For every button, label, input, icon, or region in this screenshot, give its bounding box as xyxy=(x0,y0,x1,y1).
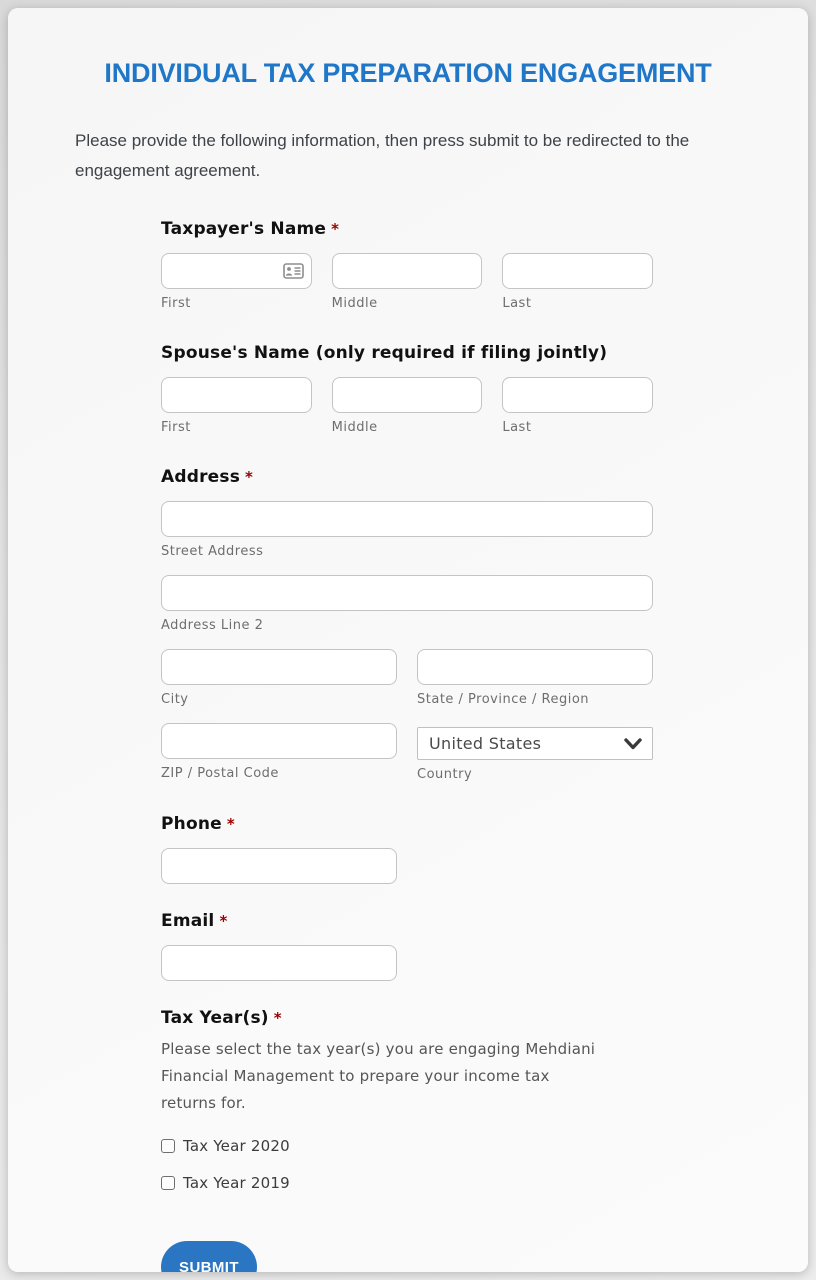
address-group xyxy=(161,467,653,782)
address-label-text: Address xyxy=(161,467,241,487)
tax-years-label-text: Tax Year(s) xyxy=(161,1008,269,1028)
required-asterisk: * xyxy=(273,1009,282,1027)
country-selected-value: United States xyxy=(429,734,542,753)
taxpayer-last-sublabel: Last xyxy=(502,296,532,311)
taxpayer-name-label xyxy=(161,219,653,239)
tax-year-2019-row xyxy=(161,1174,653,1192)
city-sublabel: City xyxy=(161,692,189,707)
phone-group xyxy=(161,814,653,884)
zip-sublabel: ZIP / Postal Code xyxy=(161,766,279,781)
email-group xyxy=(161,911,653,981)
phone-label-text: Phone xyxy=(161,814,222,834)
address-line2-input[interactable] xyxy=(161,575,653,611)
tax-years-description: Please select the tax year(s) you are engaging Mehdiani Financial Management to prepare your income tax returns for. xyxy=(161,1040,596,1112)
email-label-text: Email xyxy=(161,911,215,931)
spouse-name-group xyxy=(161,343,653,435)
page-title: INDIVIDUAL TAX PREPARATION ENGAGEMENT xyxy=(104,58,712,88)
tax-engagement-form xyxy=(161,219,653,1272)
required-asterisk: * xyxy=(226,815,235,833)
taxpayer-middle-name-input[interactable] xyxy=(332,253,483,289)
spouse-first-sublabel: First xyxy=(161,420,191,435)
country-sublabel: Country xyxy=(417,767,473,782)
contact-card-icon[interactable] xyxy=(283,263,304,279)
email-label xyxy=(161,911,653,931)
country-select[interactable] xyxy=(417,727,653,760)
address-label xyxy=(161,467,653,487)
taxpayer-name-label-text: Taxpayer's Name xyxy=(161,219,327,239)
email-input[interactable] xyxy=(161,945,397,981)
phone-input[interactable] xyxy=(161,848,397,884)
state-input[interactable] xyxy=(417,649,653,685)
city-input[interactable] xyxy=(161,649,397,685)
spouse-middle-sublabel: Middle xyxy=(331,420,378,435)
tax-year-2020-label: Tax Year 2020 xyxy=(183,1137,290,1155)
spouse-last-name-input[interactable] xyxy=(502,377,653,413)
spouse-first-name-input[interactable] xyxy=(161,377,312,413)
street-address-sublabel: Street Address xyxy=(161,544,264,559)
state-sublabel: State / Province / Region xyxy=(417,692,590,707)
tax-year-2019-label: Tax Year 2019 xyxy=(183,1174,290,1192)
address-line2-sublabel: Address Line 2 xyxy=(161,618,264,633)
taxpayer-last-name-input[interactable] xyxy=(502,253,653,289)
taxpayer-middle-sublabel: Middle xyxy=(331,296,378,311)
chevron-down-icon xyxy=(624,738,642,750)
form-card xyxy=(8,8,808,1272)
zip-input[interactable] xyxy=(161,723,397,759)
street-address-input[interactable] xyxy=(161,501,653,537)
required-asterisk: * xyxy=(245,468,254,486)
required-asterisk: * xyxy=(219,912,228,930)
tax-years-label xyxy=(161,1008,653,1028)
required-asterisk: * xyxy=(331,220,340,238)
tax-year-2020-checkbox[interactable] xyxy=(161,1139,175,1153)
taxpayer-name-group xyxy=(161,219,653,311)
tax-years-group xyxy=(161,1008,653,1192)
phone-label xyxy=(161,814,653,834)
intro-text: Please provide the following information, then press submit to be redirected to the engagement agreement. xyxy=(75,131,690,180)
taxpayer-first-sublabel: First xyxy=(161,296,191,311)
submit-button[interactable]: SUBMIT xyxy=(161,1241,257,1272)
spouse-last-sublabel: Last xyxy=(502,420,532,435)
spouse-middle-name-input[interactable] xyxy=(332,377,483,413)
tax-year-2019-checkbox[interactable] xyxy=(161,1176,175,1190)
spouse-name-label: Spouse's Name (only required if filing jointly) xyxy=(161,343,608,363)
tax-year-2020-row xyxy=(161,1137,653,1155)
